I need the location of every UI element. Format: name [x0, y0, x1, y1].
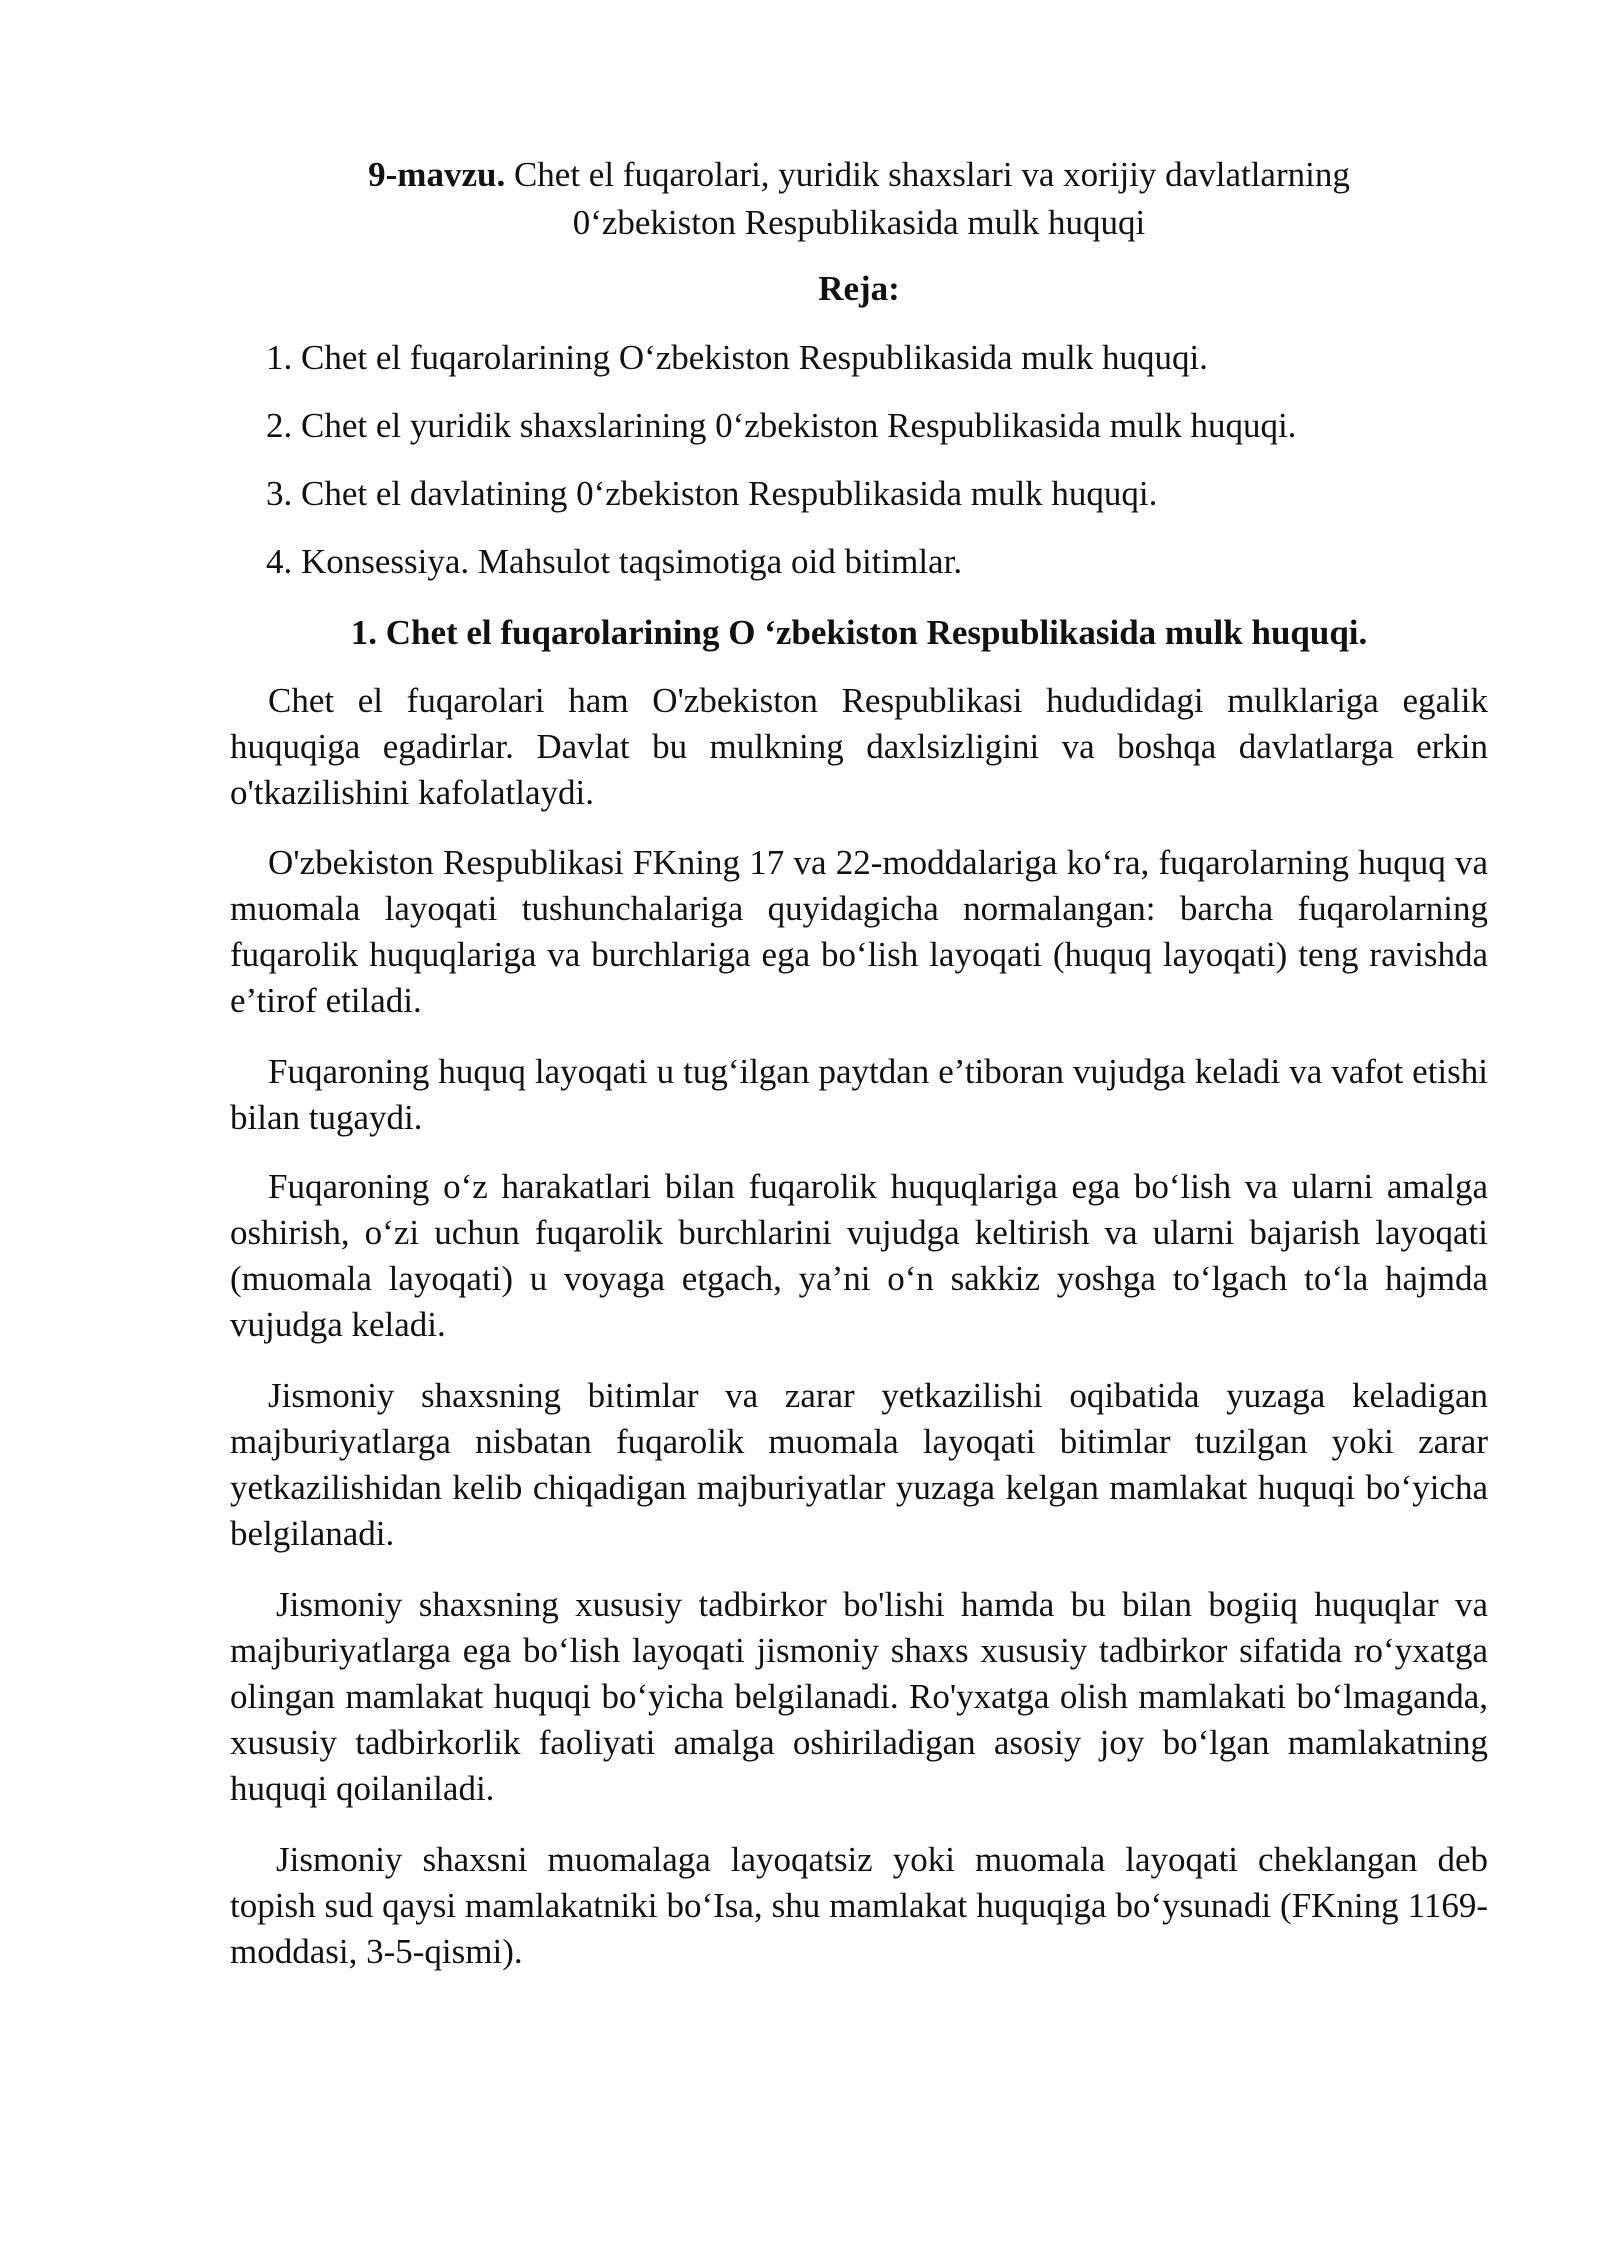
paragraph-1: Chet el fuqarolari ham O'zbekiston Respublikasi hududidagi mulklariga egalik huquqiga egadirlar. Davlat bu mulkning daxlsizligini va boshqa davlatlarga erkin o'tkazilishini kafolatlaydi.	[230, 681, 1488, 812]
title-topic-number: 9-mavzu.	[368, 155, 506, 194]
title-line-1: Chet el fuqarolari, yuridik shaxslari va xorijiy davlatlarning	[505, 155, 1350, 194]
paragraph-2: O'zbekiston Respublikasi FKning 17 va 22-moddalariga ko‘ra, fuqarolarning huquq va muomala layoqati tushunchalariga quyidagicha normalangan: barcha fuqarolarning fuqarolik huquqlariga va burchlariga ega bo‘lish layoqati (huquq layoqati) teng ravishda e’tirof etiladi.	[230, 843, 1488, 1020]
paragraph-6: Jismoniy shaxsning xususiy tadbirkor bo'lishi hamda bu bilan bogiiq huquqlar va majburiyatlarga ega bo‘lish layoqati jismoniy shaxs xususiy tadbirkor sifatida ro‘yxatga olingan mamlakat huquqi bo‘yicha belgilanadi. Ro'yxatga olish mamlakati bo‘lmaganda, xususiy tadbirkorlik faoliyati amalga oshiriladigan asosiy joy bo‘lgan mamlakatning huquqi qoilaniladi.	[230, 1585, 1488, 1808]
title-line-2: 0‘zbekiston Respublikasida mulk huquqi	[572, 203, 1146, 242]
plan-item-3: 3. Chet el davlatining 0‘zbekiston Respublikasida mulk huquqi.	[266, 474, 1158, 513]
plan-item-1: 1. Chet el fuqarolarining O‘zbekiston Respublikasida mulk huquqi.	[266, 338, 1208, 377]
plan-item-2: 2. Chet el yuridik shaxslarining 0‘zbekiston Respublikasida mulk huquqi.	[266, 406, 1297, 445]
paragraph-5: Jismoniy shaxsning bitimlar va zarar yetkazilishi oqibatida yuzaga keladigan majburiyatlarga nisbatan fuqarolik muomala layoqati bitimlar tuzilgan yoki zarar yetkazilishidan kelib chiqadigan majburiyatlar yuzaga kelgan mamlakat huquqi bo‘yicha belgilanadi.	[230, 1376, 1488, 1553]
plan-item-4: 4. Konsessiya. Mahsulot taqsimotiga oid bitimlar.	[266, 542, 963, 581]
plan-heading: Reja:	[818, 269, 900, 308]
paragraph-4: Fuqaroning o‘z harakatlari bilan fuqarolik huquqlariga ega bo‘lish va ularni amalga oshirish, o‘zi uchun fuqarolik burchlarini vujudga keltirish va ularni bajarish layoqati (muomala layoqati) u voyaga etgach, ya’ni o‘n sakkiz yoshga to‘lgach to‘la hajmda vujudga keladi.	[230, 1167, 1488, 1344]
section-heading: 1. Chet el fuqarolarining O ‘zbekiston Respublikasida mulk huquqi.	[350, 613, 1368, 652]
paragraph-7: Jismoniy shaxsni muomalaga layoqatsiz yoki muomala layoqati cheklangan deb topish sud qaysi mamlakatniki bo‘Isa, shu mamlakat huquqiga bo‘ysunadi (FKning 1169-moddasi, 3-5-qismi).	[230, 1840, 1488, 1971]
paragraph-3: Fuqaroning huquq layoqati u tug‘ilgan paytdan e’tiboran vujudga keladi va vafot etishi bilan tugaydi.	[230, 1052, 1488, 1137]
document-title	[230, 151, 1488, 247]
